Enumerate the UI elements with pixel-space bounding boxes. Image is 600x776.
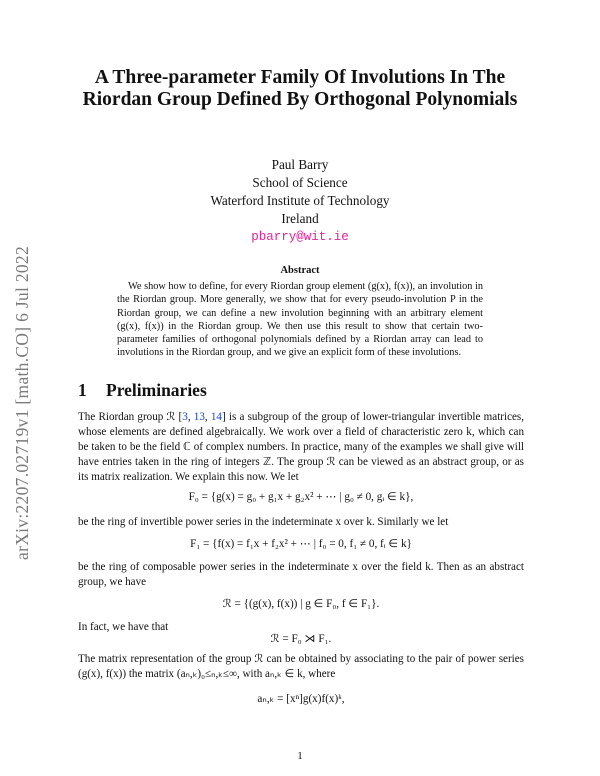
paragraph-composable: be the ring of composable power series in the indeterminate x over the field k. Then as an abstract group, we have	[78, 561, 524, 588]
citation-14[interactable]: 14	[210, 411, 222, 423]
abstract-paragraph: We show how to define, for every Riordan group element (g(x), f(x)), an involution in the Riordan group. More generally, we show that for every pseudo-involution P in the Riordan group, we can define a new involution beginning with an arbitrary element (g(x), f(x)) in the Riordan group. We then use this result to show that certain two-parameter families of orthogonal polynomials defined by a Riordan array can lead to involutions in the Riordan group, and we give an explicit form of these involutions.	[117, 281, 483, 359]
section-number: 1	[78, 380, 87, 400]
arxiv-identifier-stamp: arXiv:2207.02719v1 [math.CO] 6 Jul 2022	[12, 245, 32, 560]
equation-F1: F₁ = {f(x) = f₁x + f₂x² + ⋯ | f₀ = 0, f₁ ≠ 0, fᵢ ∈ k}	[190, 538, 412, 550]
paper-title: A Three-parameter Family Of Involutions In The Riordan Group Defined By Orthogonal Polynomials	[82, 67, 518, 110]
author-email-link[interactable]: pbarry@wit.ie	[251, 230, 349, 244]
author-department: School of Science	[252, 175, 348, 190]
para1-text-b: ] is a subgroup of the group of lower-triangular invertible matrices, whose elements are defined algebraically. We work over a field of characteristic zero k, which can be taken to be the field ℂ of complex numbers. In practice, many of the examples we shall give will have entries taken in the ring of integers ℤ. The group ℛ can be viewed as an abstract group, or as its matrix realization. We explain this now. We let	[78, 411, 525, 483]
para1-sep-1: ,	[187, 411, 194, 423]
paragraph-invertible: be the ring of invertible power series in the indeterminate x over k. Similarly we let	[78, 516, 449, 528]
equation-R-pairs: ℛ = {(g(x), f(x)) | g ∈ F₀, f ∈ F₁}.	[222, 598, 380, 610]
paragraph-riordan-group	[78, 410, 524, 485]
author-institute: Waterford Institute of Technology	[210, 193, 390, 208]
equation-F0: F₀ = {g(x) = g₀ + g₁x + g₂x² + ⋯ | g₀ ≠ 0, gᵢ ∈ k},	[188, 491, 414, 503]
section-heading	[78, 380, 207, 401]
paragraph-matrix-representation: The matrix representation of the group ℛ can be obtained by associating to the pair of power series (g(x), f(x)) the matrix (aₙ,ₖ)₀≤ₙ,ₖ≤∞, with aₙ,ₖ ∈ k, where	[78, 653, 524, 680]
para1-sep-2: ,	[204, 411, 211, 423]
section-title: Preliminaries	[106, 380, 207, 400]
abstract-text	[117, 280, 483, 360]
abstract-heading: Abstract	[280, 265, 320, 276]
author-name: Paul Barry	[271, 157, 329, 172]
page-number: 1	[297, 750, 303, 762]
equation-semidirect: ℛ = F₀ ⋊ F₁.	[270, 633, 332, 645]
author-country: Ireland	[281, 211, 319, 226]
equation-matrix-entries: aₙ,ₖ = [xⁿ]g(x)f(x)ᵏ,	[257, 693, 345, 705]
paragraph-in-fact: In fact, we have that	[78, 621, 169, 633]
citation-3[interactable]: 3	[182, 411, 188, 423]
author-block	[150, 156, 450, 246]
citation-13[interactable]: 13	[193, 411, 205, 423]
para1-text-a: The Riordan group ℛ [	[78, 411, 183, 423]
